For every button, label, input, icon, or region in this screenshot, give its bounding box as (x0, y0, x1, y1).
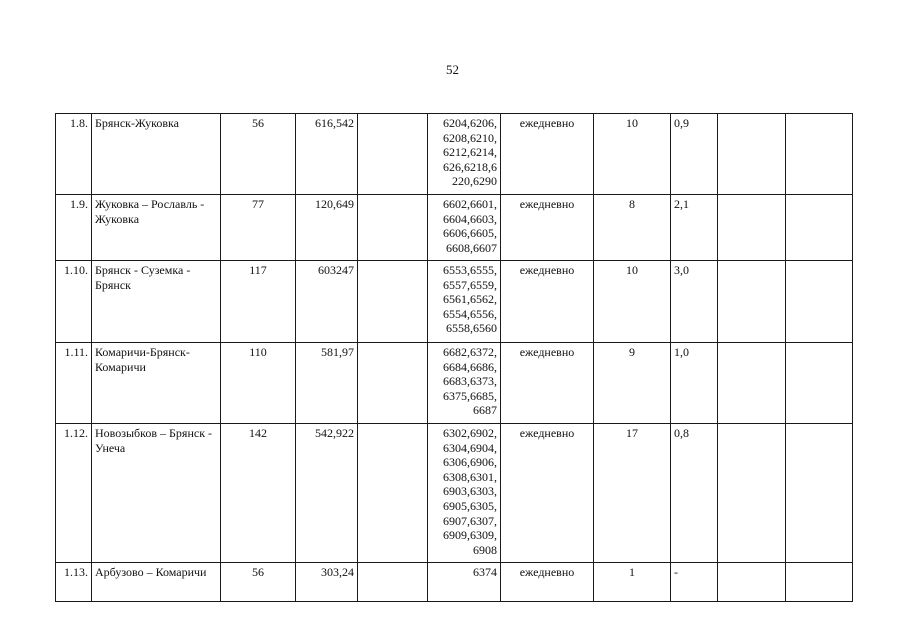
route-schedule-table (55, 113, 853, 602)
route-length: 56 (221, 114, 296, 195)
route-number: 1.10. (56, 261, 92, 343)
route-name: Новозыбков – Брянск - Унеча (92, 424, 221, 563)
route-index: 2,1 (671, 195, 718, 261)
route-frequency: ежедневно (501, 195, 594, 261)
empty-cell (358, 261, 428, 343)
route-volume: 616,542 (296, 114, 358, 195)
route-length: 142 (221, 424, 296, 563)
route-length: 110 (221, 343, 296, 424)
empty-cell (786, 343, 853, 424)
trip-count: 17 (594, 424, 671, 563)
route-index: 0,8 (671, 424, 718, 563)
route-number: 1.13. (56, 563, 92, 602)
table-row (56, 343, 853, 424)
route-volume: 603247 (296, 261, 358, 343)
table-row (56, 114, 853, 195)
trip-numbers: 6302,6902, 6304,6904, 6306,6906, 6308,6301, 6903,6303, 6905,6305, 6907,6307, 6909,6309, 6908 (428, 424, 501, 563)
route-name: Жуковка – Рославль - Жуковка (92, 195, 221, 261)
table-row (56, 563, 853, 602)
route-index: 0,9 (671, 114, 718, 195)
route-index: - (671, 563, 718, 602)
empty-cell (358, 195, 428, 261)
trip-count: 1 (594, 563, 671, 602)
route-number: 1.9. (56, 195, 92, 261)
route-volume: 542,922 (296, 424, 358, 563)
route-volume: 581,97 (296, 343, 358, 424)
route-length: 56 (221, 563, 296, 602)
trip-numbers: 6553,6555, 6557,6559, 6561,6562, 6554,6556, 6558,6560 (428, 261, 501, 343)
empty-cell (718, 424, 786, 563)
route-frequency: ежедневно (501, 424, 594, 563)
empty-cell (718, 114, 786, 195)
empty-cell (786, 563, 853, 602)
route-number: 1.8. (56, 114, 92, 195)
route-name: Брянск-Жуковка (92, 114, 221, 195)
route-frequency: ежедневно (501, 261, 594, 343)
route-number: 1.11. (56, 343, 92, 424)
trip-count: 8 (594, 195, 671, 261)
empty-cell (358, 343, 428, 424)
empty-cell (786, 424, 853, 563)
trip-numbers: 6682,6372, 6684,6686, 6683,6373, 6375,6685, 6687 (428, 343, 501, 424)
trip-numbers: 6374 (428, 563, 501, 602)
route-number: 1.12. (56, 424, 92, 563)
page-number: 52 (446, 62, 459, 77)
empty-cell (718, 261, 786, 343)
empty-cell (718, 195, 786, 261)
trip-count: 10 (594, 114, 671, 195)
empty-cell (358, 114, 428, 195)
empty-cell (718, 343, 786, 424)
route-length: 77 (221, 195, 296, 261)
route-index: 1,0 (671, 343, 718, 424)
empty-cell (718, 563, 786, 602)
trip-count: 9 (594, 343, 671, 424)
route-frequency: ежедневно (501, 563, 594, 602)
route-volume: 120,649 (296, 195, 358, 261)
route-frequency: ежедневно (501, 343, 594, 424)
route-name: Арбузово – Комаричи (92, 563, 221, 602)
trip-count: 10 (594, 261, 671, 343)
empty-cell (786, 261, 853, 343)
trip-numbers: 6204,6206, 6208,6210, 6212,6214, 626,6218,6 220,6290 (428, 114, 501, 195)
route-frequency: ежедневно (501, 114, 594, 195)
route-name: Комаричи-Брянск-Комаричи (92, 343, 221, 424)
empty-cell (786, 195, 853, 261)
route-index: 3,0 (671, 261, 718, 343)
table-row (56, 261, 853, 343)
route-length: 117 (221, 261, 296, 343)
route-volume: 303,24 (296, 563, 358, 602)
empty-cell (358, 563, 428, 602)
route-name: Брянск - Суземка - Брянск (92, 261, 221, 343)
empty-cell (786, 114, 853, 195)
table-row (56, 195, 853, 261)
trip-numbers: 6602,6601, 6604,6603, 6606,6605, 6608,6607 (428, 195, 501, 261)
empty-cell (358, 424, 428, 563)
table-row (56, 424, 853, 563)
